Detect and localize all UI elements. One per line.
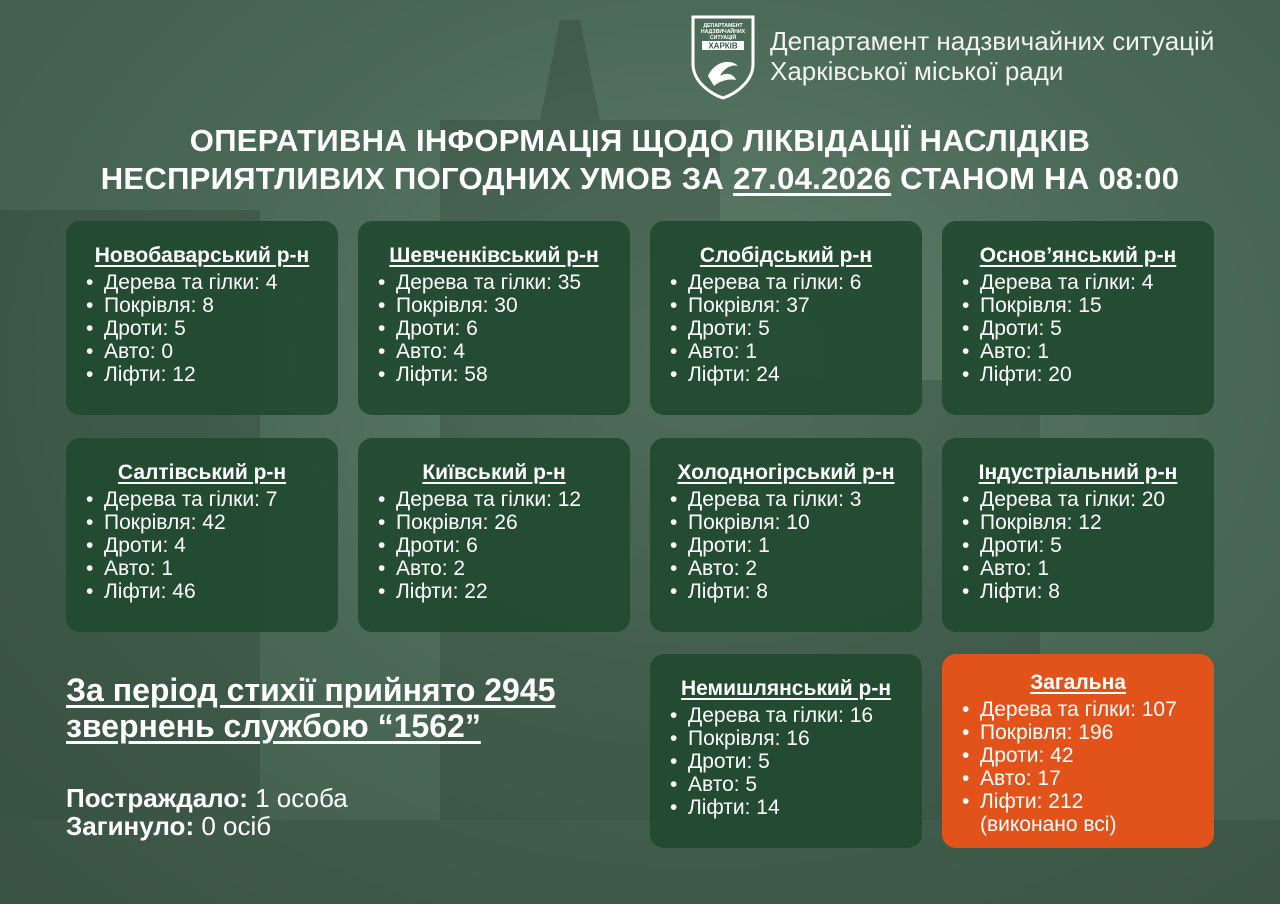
stat-trees: • Дерева та гілки: 12 — [374, 488, 630, 511]
stat-wires: • Дроти: 5 — [958, 317, 1214, 340]
stat-trees: • Дерева та гілки: 6 — [666, 271, 922, 294]
district-name: Немишлянський р-н — [680, 677, 892, 700]
calls-line2: звернень службою “1562” — [66, 708, 481, 744]
stat-cars: • Авто: 1 — [666, 340, 922, 363]
title-line1: ОПЕРАТИВНА ІНФОРМАЦІЯ ЩОДО ЛІКВІДАЦІЇ НАСЛІДКІВ — [189, 123, 1091, 158]
stat-wires: • Дроти: 5 — [666, 750, 922, 773]
district-stats — [942, 488, 1214, 603]
stat-cars: • Авто: 4 — [374, 340, 630, 363]
calls-summary — [66, 672, 646, 744]
district-stats — [650, 488, 922, 603]
stat-elevators: • Ліфти: 20 — [958, 363, 1214, 386]
stat-wires: • Дроти: 6 — [374, 534, 630, 557]
stat-cars: • Авто: 1 — [958, 557, 1214, 580]
stat-roofs: • Покрівля: 42 — [82, 511, 338, 534]
stat-elevators: • Ліфти: 14 — [666, 796, 922, 819]
district-stats — [66, 271, 338, 386]
stat-trees: • Дерева та гілки: 4 — [82, 271, 338, 294]
stat-wires: • Дроти: 6 — [374, 317, 630, 340]
stat-trees: • Дерева та гілки: 20 — [958, 488, 1214, 511]
injured-value: 1 особа — [247, 783, 348, 813]
stat-wires: • Дроти: 1 — [666, 534, 922, 557]
district-name: Новобаварський р-н — [94, 244, 310, 267]
district-stats — [358, 488, 630, 603]
district-stats — [942, 271, 1214, 386]
stat-roofs: • Покрівля: 16 — [666, 727, 922, 750]
stat-trees: • Дерева та гілки: 16 — [666, 704, 922, 727]
district-name: Київський р-н — [422, 461, 566, 484]
dead-row — [66, 812, 348, 840]
stat-cars: • Авто: 2 — [374, 557, 630, 580]
total-card — [942, 654, 1214, 848]
stat-elevators: • Ліфти: 12 — [82, 363, 338, 386]
stat-trees: • Дерева та гілки: 35 — [374, 271, 630, 294]
district-name: Холодногірський р-н — [677, 461, 895, 484]
injured-row — [66, 784, 348, 812]
district-card-osnovianskyi — [942, 221, 1214, 415]
district-name: Основ’янський р-н — [979, 244, 1177, 267]
district-card-shevchenkivskyi — [358, 221, 630, 415]
stat-trees: • Дерева та гілки: 107 — [958, 698, 1214, 721]
total-title: Загальна — [1030, 671, 1126, 694]
stat-elevators: • Ліфти: 212 — [958, 790, 1214, 813]
department-name — [770, 26, 1214, 86]
casualties-summary — [66, 784, 348, 840]
svg-text:ХАРКІВ: ХАРКІВ — [708, 41, 738, 51]
stat-roofs: • Покрівля: 196 — [958, 721, 1214, 744]
stat-roofs: • Покрівля: 10 — [666, 511, 922, 534]
stat-elevators: • Ліфти: 22 — [374, 580, 630, 603]
stat-roofs: • Покрівля: 30 — [374, 294, 630, 317]
page-title — [0, 122, 1280, 198]
svg-text:СИТУАЦІЙ: СИТУАЦІЙ — [709, 35, 737, 41]
stat-elevators: • Ліфти: 8 — [666, 580, 922, 603]
stat-trees: • Дерева та гілки: 7 — [82, 488, 338, 511]
department-name-line2: Харківської міської ради — [770, 56, 1064, 86]
stat-wires: • Дроти: 4 — [82, 534, 338, 557]
report-date: 27.04.2026 — [733, 161, 892, 196]
svg-text:ДЕПАРТАМЕНТ: ДЕПАРТАМЕНТ — [703, 23, 743, 29]
svg-text:НАДЗВИЧАЙНИХ: НАДЗВИЧАЙНИХ — [700, 29, 746, 35]
district-name: Салтівський р-н — [117, 461, 287, 484]
district-card-nemyshlianskyi — [650, 654, 922, 848]
district-card-kholodnohirskyi — [650, 438, 922, 632]
district-stats — [66, 488, 338, 603]
stat-cars: • Авто: 5 — [666, 773, 922, 796]
calls-line1: За період стихії прийнято 2945 — [66, 672, 556, 708]
district-name: Індустріальний р-н — [978, 461, 1178, 484]
dead-value: 0 осіб — [194, 811, 272, 841]
stat-roofs: • Покрівля: 8 — [82, 294, 338, 317]
district-card-industrialnyi — [942, 438, 1214, 632]
stat-roofs: • Покрівля: 15 — [958, 294, 1214, 317]
stat-cars: • Авто: 2 — [666, 557, 922, 580]
stat-wires: • Дроти: 5 — [958, 534, 1214, 557]
stat-elevators: • Ліфти: 46 — [82, 580, 338, 603]
stat-wires: • Дроти: 5 — [666, 317, 922, 340]
dead-label: Загинуло: — [66, 811, 195, 841]
stat-cars: • Авто: 1 — [958, 340, 1214, 363]
district-name: Слобідський р-н — [699, 244, 873, 267]
stat-elevators: • Ліфти: 24 — [666, 363, 922, 386]
title-line2-suffix: СТАНОМ НА 08:00 — [891, 161, 1180, 196]
district-name: Шевченківський р-н — [389, 244, 599, 267]
total-stats — [942, 698, 1214, 813]
stat-cars: • Авто: 17 — [958, 767, 1214, 790]
district-card-kyivskyi — [358, 438, 630, 632]
stat-cars: • Авто: 1 — [82, 557, 338, 580]
stat-cars: • Авто: 0 — [82, 340, 338, 363]
injured-label: Постраждало: — [66, 783, 248, 813]
stat-trees: • Дерева та гілки: 4 — [958, 271, 1214, 294]
stat-roofs: • Покрівля: 37 — [666, 294, 922, 317]
stat-roofs: • Покрівля: 26 — [374, 511, 630, 534]
department-logo — [690, 14, 756, 100]
stat-wires: • Дроти: 5 — [82, 317, 338, 340]
district-card-slobidskyi — [650, 221, 922, 415]
stat-trees: • Дерева та гілки: 3 — [666, 488, 922, 511]
stat-roofs: • Покрівля: 12 — [958, 511, 1214, 534]
district-stats — [358, 271, 630, 386]
stat-elevators: • Ліфти: 8 — [958, 580, 1214, 603]
district-card-saltivskyi — [66, 438, 338, 632]
title-line2 — [0, 160, 1280, 198]
stat-elevators: • Ліфти: 58 — [374, 363, 630, 386]
department-name-line1: Департамент надзвичайних ситуацій — [770, 26, 1215, 56]
total-note: (виконано всі) — [980, 813, 1117, 836]
title-line2-prefix: НЕСПРИЯТЛИВИХ ПОГОДНИХ УМОВ ЗА — [100, 161, 734, 196]
district-stats — [650, 271, 922, 386]
district-stats — [650, 704, 922, 819]
stat-wires: • Дроти: 42 — [958, 744, 1214, 767]
district-card-novobavarskyi — [66, 221, 338, 415]
